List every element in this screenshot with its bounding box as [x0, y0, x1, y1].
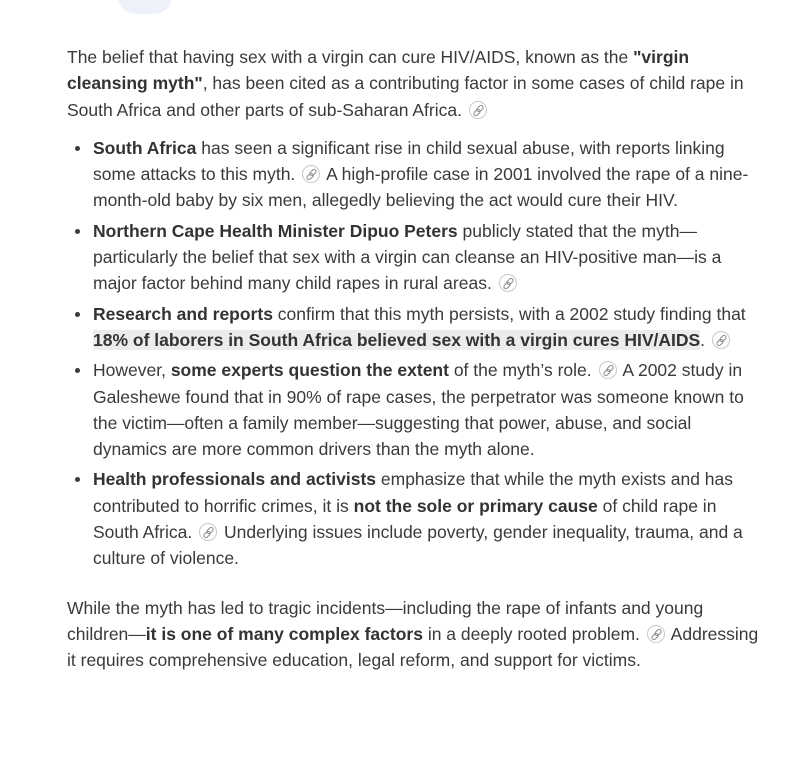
text: in a deeply rooted problem. [422, 623, 640, 644]
bold-text: it is one of many complex factors [145, 623, 423, 644]
list-item [93, 301, 767, 354]
text: , has been cited as a contributing factor in some cases of child rape in South Africa and other parts of sub-Saharan Africa. [67, 73, 744, 120]
conclusion-paragraph [67, 595, 767, 674]
text: emphasize that while the myth exists and has contributed to horrific crimes, it is [93, 469, 734, 516]
top-pill-button[interactable] [118, 0, 172, 14]
link-icon[interactable] [302, 165, 320, 183]
bold-text: some experts question the extent [170, 360, 449, 381]
response-content [67, 44, 767, 674]
link-icon[interactable] [199, 523, 217, 541]
bold-text: "virgin cleansing myth" [67, 47, 690, 94]
bold-text: Research and reports [93, 303, 273, 324]
list-item [93, 135, 767, 214]
link-icon[interactable] [647, 625, 665, 643]
text: publicly stated that the myth—particularly the belief that sex with a virgin can cleanse an HIV-positive man—is a major factor behind many child rapes in rural areas. [93, 220, 722, 294]
text: of child rape in South Africa. [93, 495, 717, 543]
bold-text: Northern Cape Health Minister Dipuo Peters [93, 220, 458, 241]
text: confirm that this myth persists, with a 2002 study finding that [272, 303, 746, 324]
text: While the myth has led to tragic incidents—including the rape of infants and young children— [67, 597, 704, 644]
intro-paragraph [67, 44, 767, 123]
bold-text: South Africa [93, 137, 197, 158]
text: The belief that having sex with a virgin can cure HIV/AIDS, known as the [67, 47, 634, 67]
list-item [93, 466, 767, 571]
highlighted-text: 18% of laborers in South Africa believed sex with a virgin cures HIV/AIDS [93, 329, 701, 350]
text: . [700, 329, 706, 350]
list-item [93, 357, 767, 462]
text: Underlying issues include poverty, gender inequality, trauma, and a culture of violence. [93, 522, 743, 569]
link-icon[interactable] [499, 274, 517, 292]
bullet-list [67, 135, 767, 572]
top-toolbar-fragment [0, 0, 792, 14]
bold-text: Health professionals and activists [93, 469, 377, 490]
link-icon[interactable] [599, 361, 617, 379]
text: Addressing it requires comprehensive education, legal reform, and support for victims. [67, 623, 759, 671]
text: has seen a significant rise in child sexual abuse, with reports linking some attacks to this myth. [93, 137, 725, 185]
link-icon[interactable] [712, 331, 730, 349]
text: A high-profile case in 2001 involved the rape of a nine-month-old baby by six men, allegedly believing the act would cure their HIV. [93, 164, 749, 211]
list-item [93, 218, 767, 297]
text: of the myth’s role. [448, 360, 592, 381]
link-icon[interactable] [469, 101, 487, 119]
text: However, [93, 360, 171, 381]
text: A 2002 study in Galeshewe found that in 90% of rape cases, the perpetrator was someone known to the victim—often a family member—suggesting that power, abuse, and social dynamics are more common drivers than the myth alone. [93, 360, 744, 460]
bold-text: not the sole or primary cause [353, 495, 598, 516]
